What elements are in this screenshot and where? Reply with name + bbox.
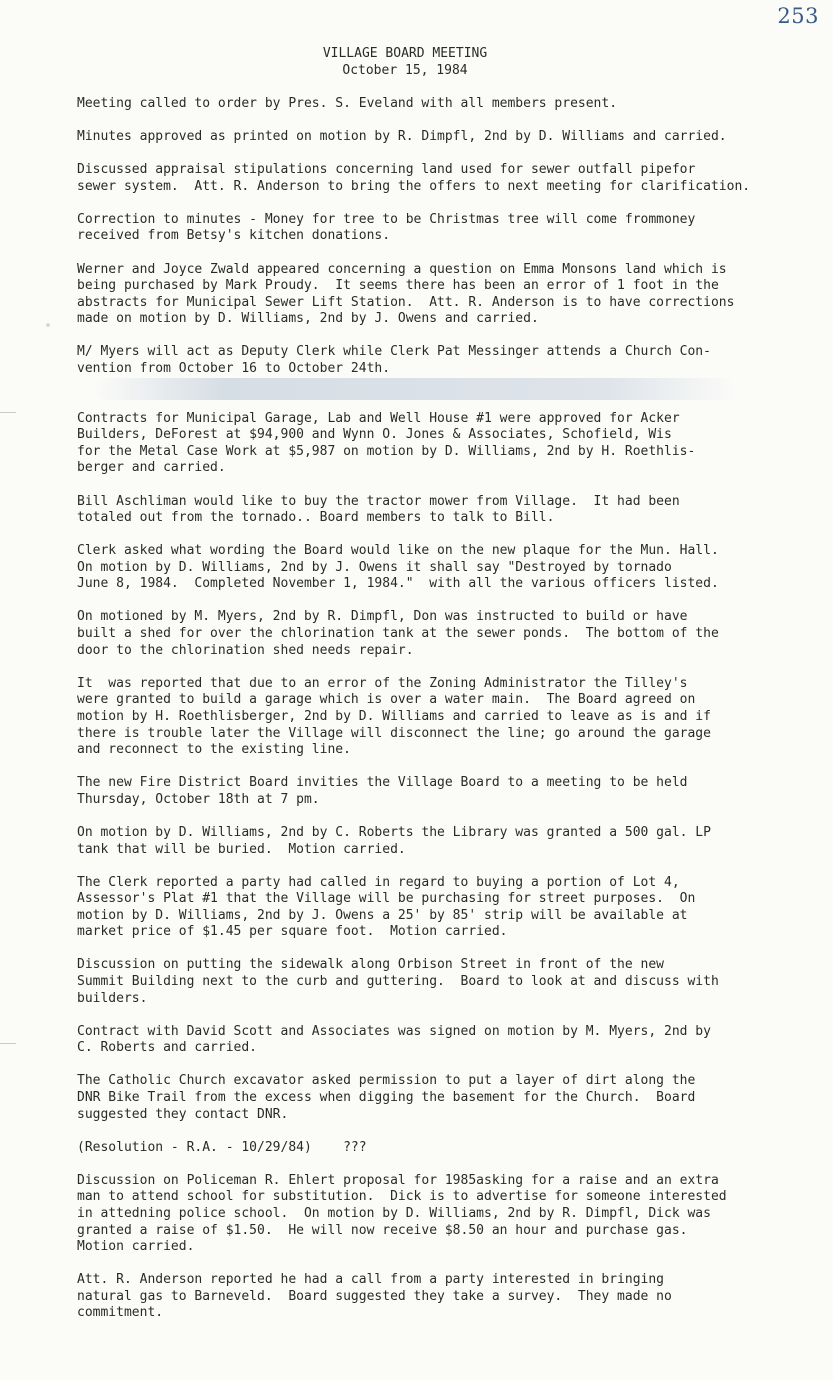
paragraph-chlorination-shed: On motioned by M. Myers, 2nd by R. Dimpfl, Don was instructed to build or have built a shed for over the chlorination tank at the sewer ponds. The bottom of the door to the chlorination shed needs repair.: [77, 609, 719, 658]
margin-mark: [0, 412, 16, 413]
paragraph-lot-4: The Clerk reported a party had called in regard to buying a portion of Lot 4, Assessor's Plat #1 that the Village will be purchasing for street purposes. On motion by D. Williams, 2nd by J. Owens a 25' by 85' strip will be available at market price of $1.45 per square foot. Motion carried.: [77, 874, 696, 940]
paragraph-sidewalk: Discussion on putting the sidewalk along Orbison Street in front of the new Summit Building next to the curb and guttering. Board to look at and discuss with builders.: [77, 957, 719, 1006]
meeting-title: VILLAGE BOARD MEETING: [322, 46, 488, 61]
paragraph-zwald: Werner and Joyce Zwald appeared concerning a question on Emma Monsons land which is being purchased by Mark Proudy. It seems there has been an error of 1 foot in the abstracts for Municipal Sewer Lift Station. Att. R. Anderson is to have corrections made on motion by D. Williams, 2nd by J. Owens and carried.: [77, 261, 735, 327]
paragraph-fire-district: The new Fire District Board invities the Village Board to a meeting to be held Thursday, October 18th at 7 pm.: [77, 775, 688, 807]
minutes-body: [77, 96, 797, 1339]
paragraph-contracts: Contracts for Municipal Garage, Lab and Well House #1 were approved for Acker Builders, DeForest at $94,900 and Wynn O. Jones & Associates, Schofield, Wis for the Metal Case Work at $5,987 on motion by D. Williams, 2nd by H. Roethlis- berger and carried.: [77, 410, 696, 476]
paragraph-policeman: Discussion on Policeman R. Ehlert proposal for 1985asking for a raise and an extra man to attend school for substitution. Dick is to advertise for someone interested in attedning police school. On motion by D. Williams, 2nd by R. Dimpfl, Dick was granted a raise of $1.50. He will now receive $8.50 an hour and purchase gas. Motion carried.: [77, 1172, 727, 1255]
page-number: 253: [777, 4, 819, 28]
paragraph-david-scott: Contract with David Scott and Associates was signed on motion by M. Myers, 2nd by C. Roberts and carried.: [77, 1023, 711, 1056]
paragraph-library-tank: On motion by D. Williams, 2nd by C. Roberts the Library was granted a 500 gal. LP tank that will be buried. Motion carried.: [77, 824, 711, 857]
meeting-date: October 15, 1984: [342, 63, 468, 78]
paragraph-minutes-approved: Minutes approved as printed on motion by R. Dimpfl, 2nd by D. Williams and carried.: [77, 129, 727, 145]
paragraph-tractor-mower: Bill Aschliman would like to buy the tractor mower from Village. It had been totaled out from the tornado.. Board members to talk to Bill.: [77, 493, 680, 526]
paragraph-catholic-church: The Catholic Church excavator asked permission to put a layer of dirt along the DNR Bike Trail from the excess when digging the basement for the Church. Board suggested they contact DNR.: [77, 1073, 696, 1122]
paragraph-appraisal: Discussed appraisal stipulations concerning land used for sewer outfall pipefor sewer system. Att. R. Anderson to bring the offers to next meeting for clarification.: [77, 162, 751, 194]
paragraph-deputy-clerk: M/ Myers will act as Deputy Clerk while Clerk Pat Messinger attends a Church Con- vention from October 16 to October 24th.: [77, 344, 711, 377]
paper-mark: [46, 323, 50, 327]
paragraph-plaque: Clerk asked what wording the Board would like on the new plaque for the Mun. Hall. On motion by D. Williams, 2nd by J. Owens it shall say "Destroyed by tornado June 8, 1984. Completed November 1, 1984." with all the various officers listed.: [77, 543, 719, 592]
paragraph-call-to-order: Meeting called to order by Pres. S. Eveland with all members present.: [77, 96, 618, 111]
margin-mark: [0, 1043, 16, 1044]
paragraph-resolution: (Resolution - R.A. - 10/29/84) ???: [77, 1139, 367, 1155]
paragraph-tilley-garage: It was reported that due to an error of the Zoning Administrator the Tilley's were granted to build a garage which is over a water main. The Board agreed on motion by H. Roethlisberger, 2nd by D. Williams and carried to leave as is and if there is trouble later the Village will disconnect the line; go around the garage and reconnect to the existing line.: [77, 675, 711, 758]
document-header: [0, 45, 810, 79]
paragraph-correction: Correction to minutes - Money for tree to be Christmas tree will come frommoney received from Betsy's kitchen donations.: [77, 211, 696, 244]
paragraph-natural-gas: Att. R. Anderson reported he had a call from a party interested in bringing natural gas to Barneveld. Board suggested they take a survey. They made no commitment.: [77, 1272, 672, 1321]
